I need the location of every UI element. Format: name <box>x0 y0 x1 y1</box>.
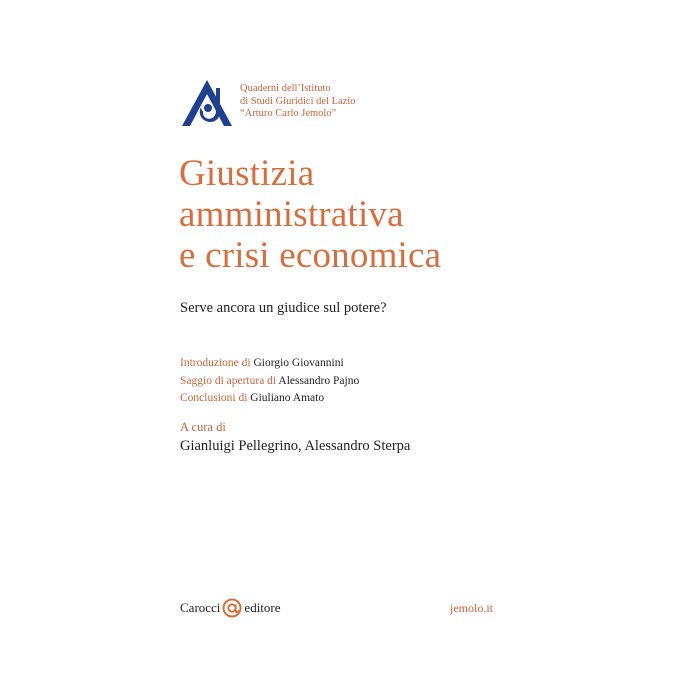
series-line-3: “Arturo Carlo Jemolo” <box>240 108 337 119</box>
credit-role: Conclusioni di <box>180 392 248 404</box>
book-title <box>179 153 441 276</box>
series-line-2: di Studi Giuridici del Lazio <box>240 95 356 107</box>
credits <box>180 355 359 408</box>
series-header <box>180 78 480 128</box>
credit-conclusions <box>180 390 359 408</box>
credit-role: Introduzione di <box>180 357 251 369</box>
title-line-3: e crisi economica <box>179 235 442 276</box>
credit-introduction <box>180 355 359 373</box>
credit-name: Alessandro Pajno <box>278 374 360 387</box>
editors-names: Gianluigi Pellegrino, Alessandro Sterpa <box>180 438 411 454</box>
carocci-at-icon <box>222 598 242 618</box>
title-line-2: amministrativa <box>179 194 404 235</box>
series-line-1: Quaderni dell’Istituto <box>240 83 331 94</box>
editors-label: A cura di <box>180 420 226 434</box>
publisher-name-part1: Carocci <box>180 600 221 615</box>
editors <box>180 420 410 455</box>
series-title <box>240 83 355 121</box>
publisher-logo <box>180 598 281 618</box>
book-subtitle: Serve ancora un giudice sul potere? <box>180 300 387 316</box>
title-line-1: Giustizia <box>179 153 315 194</box>
publisher-name-part2: editore <box>244 600 281 615</box>
credit-name: Giorgio Giovannini <box>253 357 344 369</box>
credit-opening-essay <box>180 373 359 391</box>
credit-role: Saggio di apertura di <box>180 374 277 387</box>
credit-name: Giuliano Amato <box>250 392 325 404</box>
istituto-logo-icon <box>180 78 234 128</box>
website-link: jemolo.it <box>450 601 493 615</box>
